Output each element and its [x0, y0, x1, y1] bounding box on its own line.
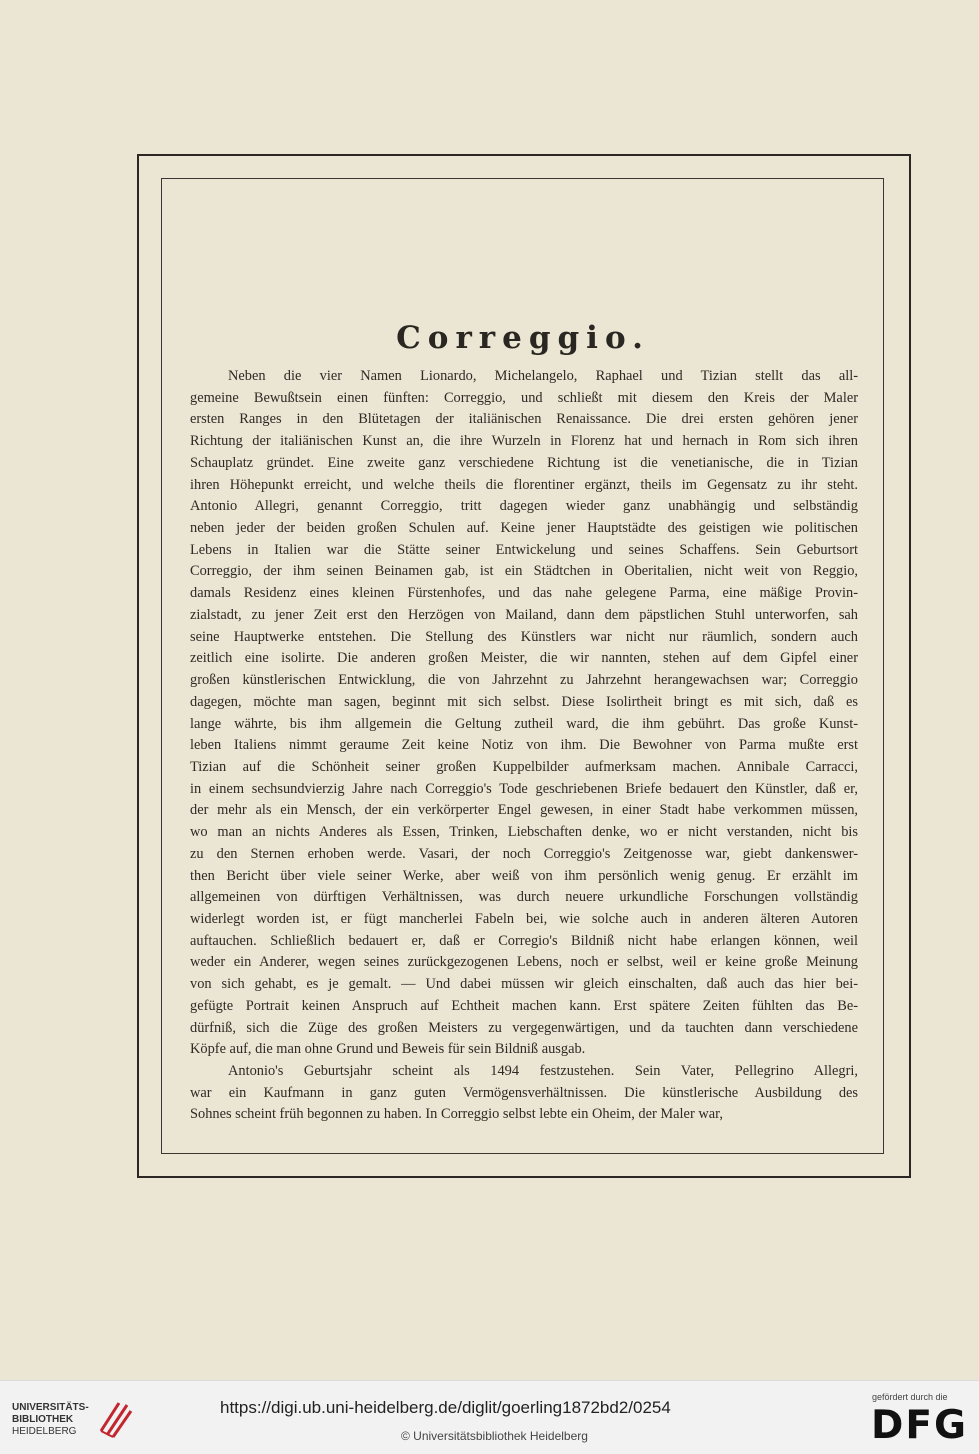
- copyright-notice: © Universitätsbibliothek Heidelberg: [401, 1429, 588, 1443]
- text-line: Lebens in Italien war die Stätte seiner Entwickelung und seines Schaffens. Sein Geburtsort: [190, 541, 858, 558]
- text-line: Correggio, der ihm seinen Beinamen gab, ist ein Städtchen in Oberitalien, nicht weit von Reggio,: [190, 563, 858, 580]
- logo-line-2: BIBLIOTHEK: [12, 1414, 74, 1425]
- funded-by-label: gefördert durch die: [872, 1392, 948, 1402]
- logo-line-3: HEIDELBERG: [12, 1426, 77, 1437]
- logo-line-1: UNIVERSITÄTS-: [12, 1402, 89, 1413]
- library-logo-text[interactable]: [12, 1402, 89, 1438]
- text-line: großen künstlerischen Entwicklung, die von Jahrzehnt zu Jahrzehnt herangewachsen war; Correggio: [190, 672, 858, 689]
- text-line: in einem sechsundvierzig Jahre nach Correggio's Tode geschriebenen Briefe bedauert den Künstler, daß er,: [190, 780, 858, 797]
- text-line: ihren Höhepunkt erreicht, und welche theils die florentiner ergänzt, theils im Gegensatz zu ihr steht.: [190, 476, 858, 493]
- text-line: von sich gehabt, es je gemalt. — Und dabei müssen wir gleich einschalten, daß auch das hier bei-: [190, 976, 858, 993]
- text-line: zu den Sternen erhoben werde. Vasari, der noch Correggio's Zeitgenosse war, giebt dankenswer-: [190, 845, 858, 862]
- text-line: gemeine Bewußtsein einen fünften: Correggio, und schließt mit diesem den Kreis der Maler: [190, 389, 858, 406]
- text-line: allgemeinen von dürftigen Verhältnissen, was durch neuere urkundliche Forschungen vollständig: [190, 889, 858, 906]
- text-line: Schauplatz gründet. Eine zweite ganz verschiedene Richtung ist die venetianische, die in Tizian: [190, 454, 858, 471]
- text-line: then Bericht über viele seiner Werke, aber weiß von ihm persönlich wenig genug. Er erzählt im: [190, 867, 858, 884]
- text-line: dürfniß, sich die Züge des großen Meisters zu vergegenwärtigen, und da tauchten dann verschiedene: [190, 1019, 858, 1036]
- text-line: zialstadt, zu jener Zeit erst den Herzögen von Mailand, dann dem päpstlichen Stuhl unterworfen, sah: [190, 606, 858, 623]
- text-line: leben Italiens nimmt geraume Zeit keine Notiz von ihm. Die Bewohner von Parma mußte erst: [190, 737, 858, 754]
- dfg-logo[interactable]: DFG: [871, 1403, 969, 1448]
- text-line: Köpfe auf, die man ohne Grund und Beweis für sein Bildniß ausgab.: [190, 1041, 586, 1058]
- body-text: [190, 366, 858, 1126]
- page-title: Correggio.: [396, 320, 650, 356]
- text-line: dagegen, möchte man sagen, beginnt mit sich selbst. Diese Isolirtheit bringt es mit sich, daß es: [190, 693, 858, 710]
- text-line: lange währte, bis ihm allgemein die Geltung zutheil ward, die ihm gebührt. Das große Kunst-: [190, 715, 858, 732]
- text-line: war ein Kaufmann in ganz guten Vermögensverhältnissen. Die künstlerische Ausbildung des: [190, 1084, 858, 1101]
- text-line: Tizian auf die Schönheit seiner großen Kuppelbilder aufmerksam machen. Annibale Carracci,: [190, 758, 858, 775]
- text-line: Richtung der italiänischen Kunst an, die ihre Wurzeln in Florenz hat und hernach in Rom sich ihren: [190, 433, 858, 450]
- text-line: gefügte Portrait keinen Anspruch auf Echtheit machen kann. Erst spätere Zeiten fühlten das Be-: [190, 997, 858, 1014]
- viewer-footer: [0, 1380, 979, 1454]
- text-line: neben jeder der beiden großen Schulen auf. Keine jener Hauptstädte des geistigen wie politischen: [190, 520, 858, 537]
- text-line: auftauchen. Schließlich bedauert er, daß er Corregio's Bildniß nicht habe erlangen können, weil: [190, 932, 858, 949]
- text-line: wo man an nichts Anderes als Essen, Trinken, Liebschaften denke, wo er nicht verstanden, nicht bis: [190, 824, 858, 841]
- text-line: weder ein Anderer, wegen seines zurückgezogenen Lebens, noch er selbst, weil er keine große Meinung: [190, 954, 858, 971]
- text-line: Antonio's Geburtsjahr scheint als 1494 festzustehen. Sein Vater, Pellegrino Allegri,: [228, 1063, 858, 1079]
- text-line: Sohnes scheint früh begonnen zu haben. In Correggio selbst lebte ein Oheim, der Maler war,: [190, 1106, 723, 1123]
- text-line: zeitlich eine isolirte. Die anderen großen Meister, die wir nannten, stehen auf dem Gipfel einer: [190, 650, 858, 667]
- text-line: widerlegt worden ist, er fügt mancherlei Fabeln bei, wie solche auch in anderen älteren Autoren: [190, 910, 858, 927]
- text-line: der mehr als ein Mensch, der ein verkörperter Engel gewesen, in einer Stadt habe verkommen müssen,: [190, 802, 858, 819]
- text-line: seine Hauptwerke entstehen. Die Stellung des Künstlers war nicht nur räumlich, sondern auch: [190, 628, 858, 645]
- library-logo-icon: [97, 1397, 135, 1439]
- text-line: Neben die vier Namen Lionardo, Michelangelo, Raphael und Tizian stellt das all-: [228, 368, 858, 384]
- text-line: Antonio Allegri, genannt Correggio, tritt dagegen wieder ganz unabhängig und selbständig: [190, 498, 858, 515]
- permalink-url[interactable]: https://digi.ub.uni-heidelberg.de/diglit/goerling1872bd2/0254: [220, 1398, 671, 1417]
- text-line: damals Residenz eines kleinen Fürstenhofes, und das nahe gelegene Parma, eine mäßige Provin-: [190, 585, 858, 602]
- text-line: ersten Ranges in den Blütetagen der italiänischen Renaissance. Die drei ersten gehören jener: [190, 411, 858, 428]
